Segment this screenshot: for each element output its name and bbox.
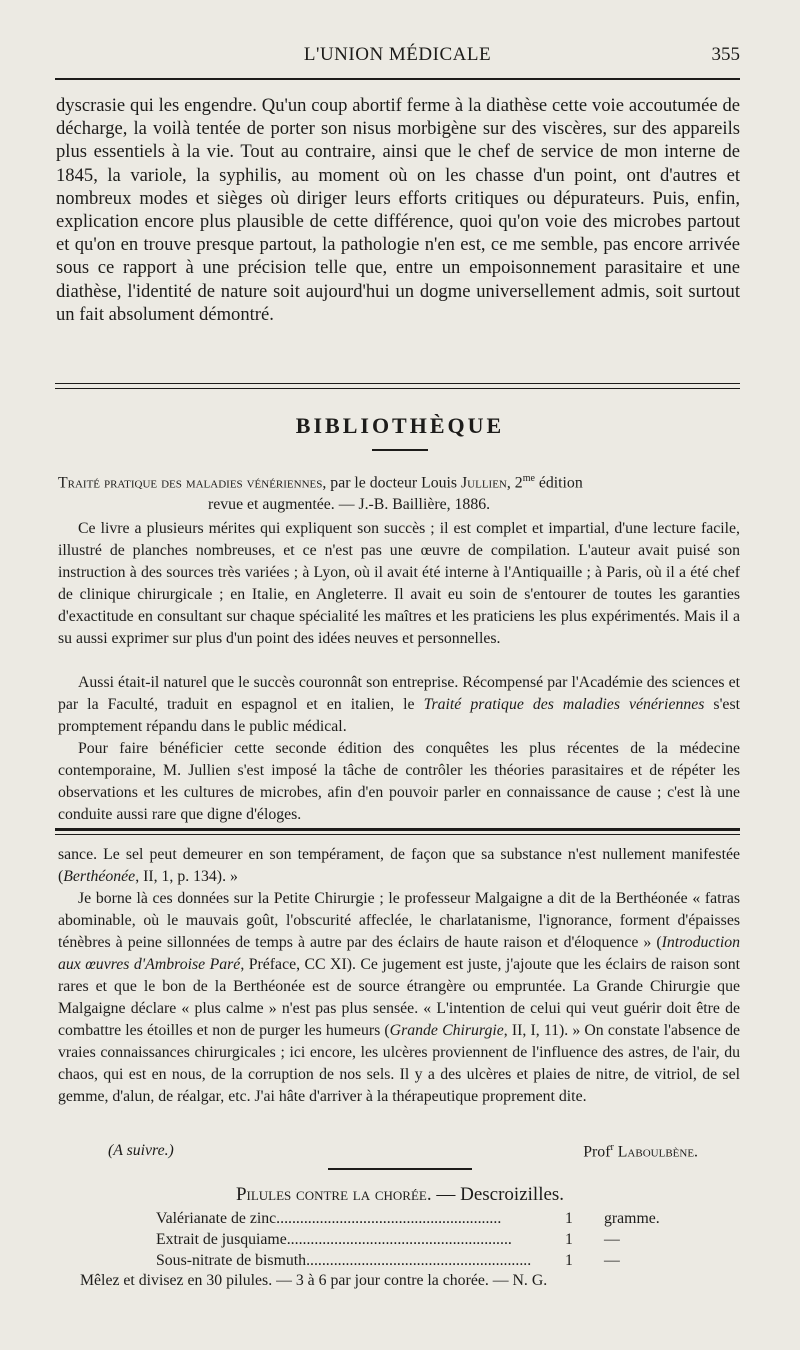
continuation-p1-end: , II, 1, p. 134). » [135,868,238,885]
review-paragraph-3: Pour faire bénéficier cette seconde édition des conquêtes les plus récentes de la médecine contemporaine, M. Jullien s'est imposé la tâche de contrôler les théories parasitaires et de répéter les observations et les cultures de microbes, afin d'en pouvoir parler en connaissance de cause ; c'est là une conduite aussi rare que digne d'éloges. [58,740,740,823]
ingredient-row [156,1252,676,1273]
continuation-p2-text: Je borne là ces données sur la Petite Chirurgie ; le professeur Malgaigne a dit de la Berthéonée « fatras abominable, où le mauvais goût, l'obscurité affeclée, le charlatanisme, l'ignorance, forment d'épaisses ténèbres à peine sillonnées de temps à autre par des éclairs de haute raison et d'éloquence » ( [58,890,740,951]
article-rule-bottom [55,834,740,835]
page-header [55,44,740,74]
ingredient-quantity: 1 [565,1231,573,1248]
signature-row [108,1142,698,1160]
book-reference [58,468,740,516]
edition-word: édition [538,474,583,492]
signature-superscript: r [610,1142,614,1153]
book-title: Traité pratique des maladies vénériennes [58,474,323,492]
ingredient-unit: — [604,1252,620,1269]
continuation-p2-end: , II, I, 11). » On constate l'absence de vraies connaissances chirurgicales ; ici encore, les ulcères proviennent de l'influence des astres, de l'air, du chaos, qui est en nous, de la corruption de nos sels. Il y a des ulcères et plaies de nitre, de vitriol, de sel gemme, d'alun, de réalgar, etc. J'ai hâte d'arriver à la thérapeutique proprement dite. [58,1022,740,1105]
citation-grande-chirurgie: Grande Chirurgie [389,1022,504,1039]
edition-number: 2 [514,474,523,492]
reference-line-1: Traité pratique des maladies vénériennes, par le docteur Louis Jullien, $2^{me}$ édition [58,473,583,492]
book-title-italic: Traité pratique des maladies vénériennes [423,696,705,713]
review-paragraph-1: Ce livre a plusieurs mérites qui expliquent son succès ; il est complet et impartial, d'une lecture facile, illustré de planches nombreuses, et ce n'est pas une œuvre de compilation. L'auteur avait puisé son instruction à des sources très variées ; à Lyon, où il avait été interne à l'Antiquaille ; à Paris, où il a été chef de clinique chirurgicale ; en Italie, en Angleterre. Il avait eu soin de s'entourer de toutes les garanties d'exactitude en consultant sur chaque spécialité les maîtres et les praticiens les plus expérimentés. Mais il a su aussi exprimer sur plus d'un point des idées neuves et personnelles. [58,520,740,647]
ingredient-row [156,1210,676,1231]
dot-leader: Valérianate de zinc......................................................... [156,1210,502,1227]
review-paragraph-2-text: Aussi était-il naturel que le succès couronnât son entreprise. Récompensé par l'Académie des sciences et par la Faculté, traduit en espagnol et en italien, le [58,674,740,713]
formula-name: Pilules contre la chorée. [235,1184,432,1205]
review-paragraph-2 [58,672,740,738]
section-title: BIBLIOTHÈQUE [295,413,505,438]
running-title: L'UNION MÉDICALE [303,44,492,65]
ingredient-quantity: 1 [565,1210,573,1227]
continuation-paragraph-2 [58,888,740,1108]
prescription-instructions: Mêlez et divisez en 30 pilules. — 3 à 6 par jour contre la chorée. — N. G. [80,1272,548,1289]
continuation-paragraph-1 [58,844,740,888]
reference-by: , par le docteur Louis [322,474,458,492]
dot-leader: Sous-nitrate de bismuth......................................................... [156,1252,532,1269]
header-rule [55,78,740,80]
author-signature [583,1142,698,1161]
formula-separator: — [431,1184,461,1205]
article-rule-top [55,828,740,831]
review-paragraph-2-end: s'est promptement répandu dans le public médical. [58,696,740,735]
ingredient-name: Valérianate de zinc [156,1210,277,1227]
page-number: 355 [711,44,740,65]
ingredient-list [156,1210,676,1273]
formula-author: Descroizilles. [460,1184,565,1205]
ingredient-name: Sous-nitrate de bismuth [156,1252,307,1269]
citation-bertheonee: Berthéonée [63,868,136,885]
formula-divider [328,1168,472,1170]
signature-name: Laboulbène. [617,1143,698,1161]
edition-suffix: me [522,473,535,484]
book-author: Jullien [461,474,507,492]
ingredient-quantity: 1 [565,1252,573,1269]
ingredient-name: Extrait de jusquiame [156,1231,287,1248]
continuation-p2-mid: , Préface, CC XI). Ce jugement est juste, j'ajoute que les éclairs de raison sont rares et que le bon de la Berthéonée est de source étrangère ou empruntée. La Grande Chirurgie que Malgaigne déclare « plus calme » n'est pas plus sensée. « L'intention de celui qui veut guérir doit être de combattre les étoilles et non de purger les humeurs ( [58,956,740,1039]
signature-prefix: Prof [583,1143,611,1161]
dot-leader: Extrait de jusquiame......................................................... [156,1231,512,1248]
ingredient-unit: gramme. [604,1210,660,1227]
continuation-p1-text: sance. Le sel peut demeurer en son tempérament, de façon que sa substance n'est nullement manifestée ( [58,846,740,885]
section-rule-bottom [55,388,740,389]
ingredient-row [156,1231,676,1252]
to-follow-note: (A suivre.) [108,1142,174,1159]
reference-line-2: revue et augmentée. — J.-B. Baillière, 1886. [208,496,491,514]
title-underline [372,449,428,451]
formula-title [0,1184,800,1206]
ingredient-unit: — [604,1231,620,1248]
citation-ambroise-pare: Introduction aux œuvres d'Ambroise Paré [58,934,740,973]
section-rule-top [55,383,740,384]
intro-paragraph: dyscrasie qui les engendre. Qu'un coup abortif ferme à la diathèse cette voie accoutumée de décharge, la voilà tentée de porter son nisus morbigène sur des viscères, sur des appareils plus essentiels à la vie. Tout au contraire, ainsi que le chef de service de mon interne de 1845, la variole, la syphilis, au moment où on les chasse d'un point, ont d'autres et nombreux modes et sièges où diriger leurs efforts critiques ou dépurateurs. Puis, enfin, explication encore plus plausible de cette différence, quoi qu'on voie des microbes partout et qu'on en trouve presque partout, la pathologie n'en est, ce me semble, pas encore arrivée sous ce rapport à une précision telle que, entre un empoisonnement parasitaire et une diathèse, l'identité de nature soit aujourd'hui un dogme universellement admis, soit surtout un fait absolument démontré. [56,95,740,325]
